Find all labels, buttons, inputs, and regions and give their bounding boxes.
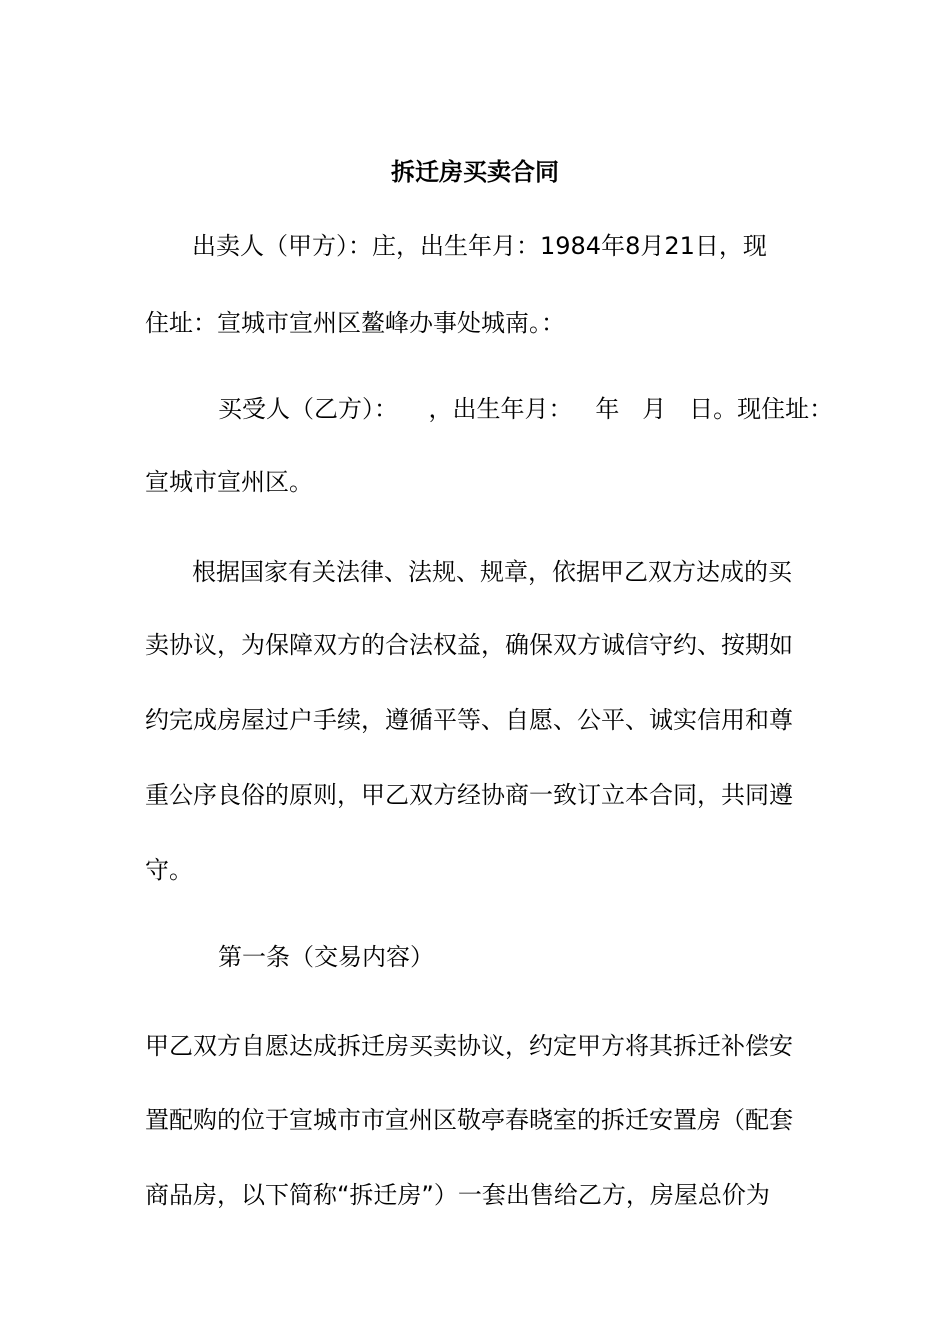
paragraph-line: 约完成房屋过户手续，遵循平等、自愿、公平、诚实信用和尊 (145, 706, 793, 734)
paragraph-line: 根据国家有关法律、法规、规章，依据甲乙双方达成的买 (192, 558, 792, 586)
paragraph-line: 商品房，以下简称“拆迁房”）一套出售给乙方，房屋总价为 (145, 1181, 770, 1209)
paragraph-line: 守。 (145, 856, 193, 884)
article-heading: 第一条（交易内容） (218, 943, 434, 971)
paragraph-line: 卖协议，为保障双方的合法权益，确保双方诚信守约、按期如 (145, 631, 793, 659)
paragraph-line: 重公序良俗的原则，甲乙双方经协商一致订立本合同，共同遵 (145, 781, 793, 809)
buyer-address-line: 宣城市宣州区。 (145, 468, 313, 496)
buyer-line: 买受人（乙方）： ，出生年月： 年 月 日。现住址： (218, 395, 834, 423)
seller-address-line: 住址：宣城市宣州区鳌峰办事处城南。： (145, 309, 565, 337)
document-title: 拆迁房买卖合同 (391, 158, 559, 186)
seller-line: 出卖人（甲方）：庄，出生年月：1984年8月21日，现 (192, 232, 767, 260)
paragraph-line: 置配购的位于宣城市市宣州区敬亭春晓室的拆迁安置房（配套 (145, 1106, 793, 1134)
paragraph-line: 甲乙双方自愿达成拆迁房买卖协议，约定甲方将其拆迁补偿安 (145, 1032, 793, 1060)
